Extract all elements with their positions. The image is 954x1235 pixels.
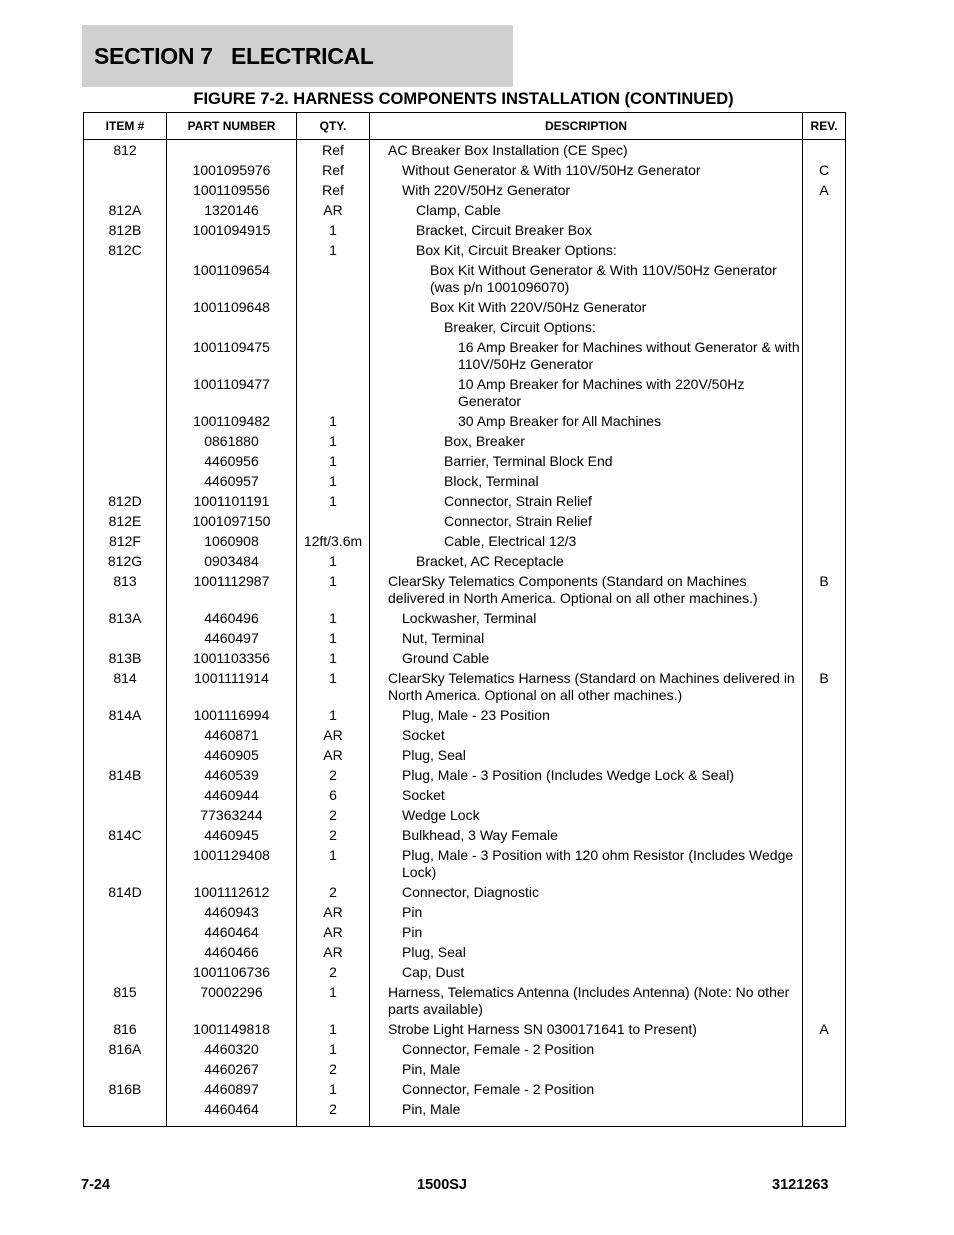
part-number-cell: 1001101191 xyxy=(167,493,297,513)
table-row xyxy=(84,847,846,884)
table-row xyxy=(84,630,846,650)
rev-cell xyxy=(803,262,846,299)
table-row xyxy=(84,904,846,924)
qty-cell: Ref xyxy=(297,140,370,163)
item-cell: 814D xyxy=(84,884,167,904)
description-cell: Box, Breaker xyxy=(370,433,803,453)
rev-cell xyxy=(803,904,846,924)
rev-cell xyxy=(803,610,846,630)
description-cell: Barrier, Terminal Block End xyxy=(370,453,803,473)
column-header-item: ITEM # xyxy=(84,113,167,140)
qty-cell: 1 xyxy=(297,553,370,573)
part-number-cell xyxy=(167,319,297,339)
description-cell: Lockwasher, Terminal xyxy=(370,610,803,630)
item-cell: 816 xyxy=(84,1021,167,1041)
part-number-cell: 1001106736 xyxy=(167,964,297,984)
section-title: SECTION 7 ELECTRICAL xyxy=(94,42,374,69)
description-cell: Connector, Female - 2 Position xyxy=(370,1041,803,1061)
qty-cell: 12ft/3.6m xyxy=(297,533,370,553)
item-cell: 815 xyxy=(84,984,167,1021)
table-row xyxy=(84,1041,846,1061)
qty-cell: 1 xyxy=(297,670,370,707)
description-cell: Bulkhead, 3 Way Female xyxy=(370,827,803,847)
description-cell: 10 Amp Breaker for Machines with 220V/50Hz Generator xyxy=(370,376,803,413)
rev-cell xyxy=(803,376,846,413)
description-cell: Connector, Strain Relief xyxy=(370,513,803,533)
rev-cell xyxy=(803,1041,846,1061)
description-cell: Nut, Terminal xyxy=(370,630,803,650)
description-cell: Harness, Telematics Antenna (Includes Antenna) (Note: No other parts available) xyxy=(370,984,803,1021)
item-cell: 812 xyxy=(84,140,167,163)
item-cell xyxy=(84,262,167,299)
item-cell: 813A xyxy=(84,610,167,630)
qty-cell: AR xyxy=(297,202,370,222)
description-cell: AC Breaker Box Installation (CE Spec) xyxy=(370,140,803,163)
table-row xyxy=(84,924,846,944)
rev-cell xyxy=(803,553,846,573)
qty-cell xyxy=(297,513,370,533)
description-cell: Pin, Male xyxy=(370,1101,803,1127)
part-number-cell: 4460905 xyxy=(167,747,297,767)
rev-cell xyxy=(803,299,846,319)
qty-cell xyxy=(297,376,370,413)
qty-cell: 1 xyxy=(297,242,370,262)
part-number-cell: 1001149818 xyxy=(167,1021,297,1041)
footer-page-number: 7-24 xyxy=(81,1177,111,1193)
description-cell: With 220V/50Hz Generator xyxy=(370,182,803,202)
description-cell: ClearSky Telematics Components (Standard on Machines delivered in North America. Optional on all other machines.) xyxy=(370,573,803,610)
item-cell xyxy=(84,1101,167,1127)
item-cell: 814B xyxy=(84,767,167,787)
footer-model: 1500SJ xyxy=(417,1177,467,1193)
table-row xyxy=(84,140,846,163)
table-row xyxy=(84,433,846,453)
rev-cell xyxy=(803,787,846,807)
description-cell: Breaker, Circuit Options: xyxy=(370,319,803,339)
table-row xyxy=(84,413,846,433)
part-number-cell: 1001094915 xyxy=(167,222,297,242)
table-row xyxy=(84,202,846,222)
rev-cell xyxy=(803,513,846,533)
table-row xyxy=(84,747,846,767)
parts-table xyxy=(83,112,846,1127)
table-row xyxy=(84,513,846,533)
table-row xyxy=(84,807,846,827)
part-number-cell: 4460956 xyxy=(167,453,297,473)
part-number-cell: 1001129408 xyxy=(167,847,297,884)
qty-cell: AR xyxy=(297,727,370,747)
table-row xyxy=(84,1061,846,1081)
rev-cell xyxy=(803,493,846,513)
part-number-cell xyxy=(167,140,297,163)
item-cell: 814 xyxy=(84,670,167,707)
column-header-qty: QTY. xyxy=(297,113,370,140)
part-number-cell: 1001109648 xyxy=(167,299,297,319)
description-cell: Ground Cable xyxy=(370,650,803,670)
part-number-cell: 1001109482 xyxy=(167,413,297,433)
part-number-cell: 4460943 xyxy=(167,904,297,924)
part-number-cell: 0861880 xyxy=(167,433,297,453)
item-cell: 812E xyxy=(84,513,167,533)
section-header xyxy=(82,25,513,87)
part-number-cell: 1001116994 xyxy=(167,707,297,727)
part-number-cell: 1001103356 xyxy=(167,650,297,670)
part-number-cell: 4460945 xyxy=(167,827,297,847)
rev-cell xyxy=(803,807,846,827)
description-cell: Cap, Dust xyxy=(370,964,803,984)
table-row xyxy=(84,727,846,747)
description-cell: Pin xyxy=(370,924,803,944)
qty-cell: Ref xyxy=(297,162,370,182)
item-cell xyxy=(84,453,167,473)
item-cell: 814A xyxy=(84,707,167,727)
part-number-cell: 4460320 xyxy=(167,1041,297,1061)
description-cell: Clamp, Cable xyxy=(370,202,803,222)
item-cell xyxy=(84,162,167,182)
rev-cell: B xyxy=(803,670,846,707)
item-cell xyxy=(84,433,167,453)
description-cell: Plug, Male - 23 Position xyxy=(370,707,803,727)
rev-cell: C xyxy=(803,162,846,182)
rev-cell xyxy=(803,533,846,553)
part-number-cell: 77363244 xyxy=(167,807,297,827)
rev-cell xyxy=(803,319,846,339)
item-cell: 812C xyxy=(84,242,167,262)
item-cell: 812A xyxy=(84,202,167,222)
part-number-cell: 4460466 xyxy=(167,944,297,964)
table-row xyxy=(84,610,846,630)
item-cell xyxy=(84,904,167,924)
qty-cell: Ref xyxy=(297,182,370,202)
rev-cell xyxy=(803,242,846,262)
part-number-cell: 1001109556 xyxy=(167,182,297,202)
qty-cell: 2 xyxy=(297,807,370,827)
table-row xyxy=(84,1101,846,1127)
rev-cell xyxy=(803,453,846,473)
item-cell: 812B xyxy=(84,222,167,242)
part-number-cell: 4460267 xyxy=(167,1061,297,1081)
qty-cell: AR xyxy=(297,924,370,944)
qty-cell: 1 xyxy=(297,473,370,493)
qty-cell xyxy=(297,339,370,376)
rev-cell xyxy=(803,727,846,747)
qty-cell: 1 xyxy=(297,630,370,650)
part-number-cell: 4460957 xyxy=(167,473,297,493)
part-number-cell: 1320146 xyxy=(167,202,297,222)
table-row xyxy=(84,533,846,553)
description-cell: Bracket, AC Receptacle xyxy=(370,553,803,573)
description-cell: Socket xyxy=(370,787,803,807)
table-row xyxy=(84,787,846,807)
description-cell: Block, Terminal xyxy=(370,473,803,493)
column-header-rev: REV. xyxy=(803,113,846,140)
part-number-cell: 1001111914 xyxy=(167,670,297,707)
table-row xyxy=(84,299,846,319)
item-cell xyxy=(84,964,167,984)
description-cell: Socket xyxy=(370,727,803,747)
item-cell xyxy=(84,299,167,319)
item-cell xyxy=(84,787,167,807)
rev-cell xyxy=(803,140,846,163)
part-number-cell: 1001109477 xyxy=(167,376,297,413)
item-cell xyxy=(84,944,167,964)
qty-cell: 1 xyxy=(297,847,370,884)
item-cell xyxy=(84,807,167,827)
rev-cell xyxy=(803,707,846,727)
part-number-cell: 4460944 xyxy=(167,787,297,807)
part-number-cell: 1060908 xyxy=(167,533,297,553)
part-number-cell: 1001095976 xyxy=(167,162,297,182)
item-cell: 814C xyxy=(84,827,167,847)
qty-cell: 1 xyxy=(297,707,370,727)
table-row xyxy=(84,473,846,493)
rev-cell xyxy=(803,847,846,884)
qty-cell: 2 xyxy=(297,827,370,847)
item-cell: 816B xyxy=(84,1081,167,1101)
item-cell xyxy=(84,1061,167,1081)
table-row xyxy=(84,827,846,847)
table-row xyxy=(84,650,846,670)
description-cell: Plug, Seal xyxy=(370,944,803,964)
qty-cell xyxy=(297,319,370,339)
part-number-cell: 1001112612 xyxy=(167,884,297,904)
qty-cell: 1 xyxy=(297,493,370,513)
item-cell xyxy=(84,319,167,339)
qty-cell: 6 xyxy=(297,787,370,807)
qty-cell: 2 xyxy=(297,1061,370,1081)
description-cell: Wedge Lock xyxy=(370,807,803,827)
table-row xyxy=(84,242,846,262)
rev-cell xyxy=(803,964,846,984)
rev-cell xyxy=(803,1101,846,1127)
table-header-row xyxy=(84,113,846,140)
item-cell: 812G xyxy=(84,553,167,573)
rev-cell: A xyxy=(803,182,846,202)
rev-cell xyxy=(803,473,846,493)
qty-cell: 1 xyxy=(297,453,370,473)
qty-cell: AR xyxy=(297,904,370,924)
table-row xyxy=(84,182,846,202)
qty-cell: 2 xyxy=(297,964,370,984)
rev-cell xyxy=(803,222,846,242)
qty-cell xyxy=(297,262,370,299)
rev-cell xyxy=(803,944,846,964)
part-number-cell: 4460496 xyxy=(167,610,297,630)
part-number-cell xyxy=(167,242,297,262)
item-cell: 812D xyxy=(84,493,167,513)
qty-cell: 1 xyxy=(297,984,370,1021)
description-cell: Connector, Female - 2 Position xyxy=(370,1081,803,1101)
table-row xyxy=(84,707,846,727)
table-row xyxy=(84,1021,846,1041)
item-cell xyxy=(84,747,167,767)
table-row xyxy=(84,493,846,513)
description-cell: Pin xyxy=(370,904,803,924)
rev-cell xyxy=(803,1061,846,1081)
rev-cell xyxy=(803,747,846,767)
item-cell: 812F xyxy=(84,533,167,553)
table-row xyxy=(84,767,846,787)
part-number-cell: 0903484 xyxy=(167,553,297,573)
item-cell xyxy=(84,339,167,376)
rev-cell xyxy=(803,884,846,904)
qty-cell: 1 xyxy=(297,1041,370,1061)
item-cell: 813 xyxy=(84,573,167,610)
description-cell: Without Generator & With 110V/50Hz Generator xyxy=(370,162,803,182)
qty-cell: 1 xyxy=(297,222,370,242)
table-row xyxy=(84,573,846,610)
item-cell: 813B xyxy=(84,650,167,670)
qty-cell: 1 xyxy=(297,1081,370,1101)
part-number-cell: 4460464 xyxy=(167,924,297,944)
qty-cell: 2 xyxy=(297,884,370,904)
qty-cell: 1 xyxy=(297,650,370,670)
parts-table-body xyxy=(84,140,846,1127)
rev-cell xyxy=(803,413,846,433)
description-cell: Box Kit Without Generator & With 110V/50Hz Generator (was p/n 1001096070) xyxy=(370,262,803,299)
part-number-cell: 4460539 xyxy=(167,767,297,787)
qty-cell: 2 xyxy=(297,767,370,787)
table-row xyxy=(84,319,846,339)
item-cell: 816A xyxy=(84,1041,167,1061)
rev-cell xyxy=(803,984,846,1021)
qty-cell xyxy=(297,299,370,319)
item-cell xyxy=(84,924,167,944)
table-row xyxy=(84,1081,846,1101)
table-row xyxy=(84,262,846,299)
description-cell: Box Kit With 220V/50Hz Generator xyxy=(370,299,803,319)
rev-cell xyxy=(803,1081,846,1101)
rev-cell xyxy=(803,650,846,670)
description-cell: Cable, Electrical 12/3 xyxy=(370,533,803,553)
qty-cell: 1 xyxy=(297,433,370,453)
table-row xyxy=(84,670,846,707)
part-number-cell: 70002296 xyxy=(167,984,297,1021)
qty-cell: 2 xyxy=(297,1101,370,1127)
table-row xyxy=(84,944,846,964)
description-cell: 16 Amp Breaker for Machines without Generator & with 110V/50Hz Generator xyxy=(370,339,803,376)
rev-cell: A xyxy=(803,1021,846,1041)
description-cell: Strobe Light Harness SN 0300171641 to Present) xyxy=(370,1021,803,1041)
item-cell xyxy=(84,376,167,413)
description-cell: Bracket, Circuit Breaker Box xyxy=(370,222,803,242)
part-number-cell: 4460897 xyxy=(167,1081,297,1101)
description-cell: Connector, Diagnostic xyxy=(370,884,803,904)
item-cell xyxy=(84,413,167,433)
description-cell: Plug, Male - 3 Position with 120 ohm Resistor (Includes Wedge Lock) xyxy=(370,847,803,884)
table-row xyxy=(84,376,846,413)
table-row xyxy=(84,339,846,376)
table-row xyxy=(84,222,846,242)
item-cell xyxy=(84,630,167,650)
description-cell: Box Kit, Circuit Breaker Options: xyxy=(370,242,803,262)
description-cell: Connector, Strain Relief xyxy=(370,493,803,513)
part-number-cell: 1001109654 xyxy=(167,262,297,299)
table-row xyxy=(84,964,846,984)
part-number-cell: 1001112987 xyxy=(167,573,297,610)
table-row xyxy=(84,162,846,182)
description-cell: Pin, Male xyxy=(370,1061,803,1081)
item-cell xyxy=(84,727,167,747)
rev-cell xyxy=(803,339,846,376)
item-cell xyxy=(84,473,167,493)
rev-cell xyxy=(803,827,846,847)
footer-doc-number: 3121263 xyxy=(772,1177,829,1193)
description-cell: Plug, Male - 3 Position (Includes Wedge Lock & Seal) xyxy=(370,767,803,787)
qty-cell: AR xyxy=(297,747,370,767)
rev-cell xyxy=(803,202,846,222)
table-row xyxy=(84,553,846,573)
qty-cell: AR xyxy=(297,944,370,964)
description-cell: Plug, Seal xyxy=(370,747,803,767)
rev-cell xyxy=(803,630,846,650)
rev-cell xyxy=(803,767,846,787)
part-number-cell: 4460497 xyxy=(167,630,297,650)
rev-cell xyxy=(803,924,846,944)
part-number-cell: 1001109475 xyxy=(167,339,297,376)
description-cell: 30 Amp Breaker for All Machines xyxy=(370,413,803,433)
item-cell xyxy=(84,847,167,884)
description-cell: ClearSky Telematics Harness (Standard on Machines delivered in North America. Optional on all other machines.) xyxy=(370,670,803,707)
figure-title: FIGURE 7-2. HARNESS COMPONENTS INSTALLATION (CONTINUED) xyxy=(193,90,734,108)
part-number-cell: 1001097150 xyxy=(167,513,297,533)
table-row xyxy=(84,884,846,904)
qty-cell: 1 xyxy=(297,1021,370,1041)
qty-cell: 1 xyxy=(297,413,370,433)
table-row xyxy=(84,453,846,473)
qty-cell: 1 xyxy=(297,573,370,610)
rev-cell xyxy=(803,433,846,453)
rev-cell: B xyxy=(803,573,846,610)
item-cell xyxy=(84,182,167,202)
part-number-cell: 4460871 xyxy=(167,727,297,747)
column-header-part-number: PART NUMBER xyxy=(167,113,297,140)
column-header-description: DESCRIPTION xyxy=(370,113,803,140)
part-number-cell: 4460464 xyxy=(167,1101,297,1127)
qty-cell: 1 xyxy=(297,610,370,630)
table-row xyxy=(84,984,846,1021)
